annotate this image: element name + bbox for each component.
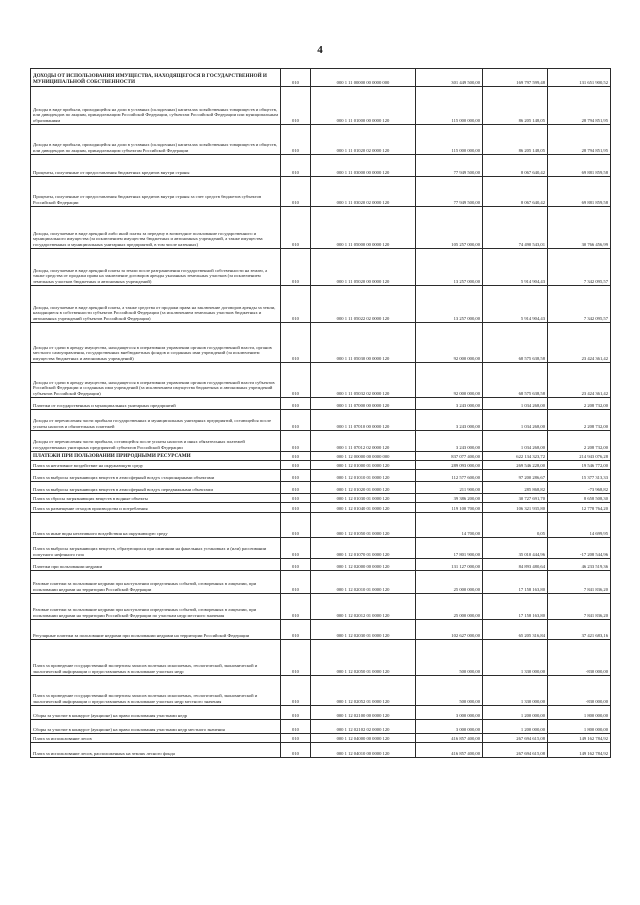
row-name: Доходы в виде прибыли, приходящейся на доли в уставных (складочных) капиталах хозяйственных товариществ и обществ, или дивидендов по акциям, принадлежащим субъектам Российской Федерации xyxy=(31,125,281,155)
table-row xyxy=(31,249,611,286)
row-name: Плата за выбросы загрязняющих веществ, образующихся при сжигании на факельных установках и (или) рассеивании попутного нефтяного газа xyxy=(31,538,281,559)
row-budget-code: 000 1 11 07010 00 0000 120 xyxy=(311,410,416,431)
row-name: Доходы от сдачи в аренду имущества, находящегося в оперативном управлении органов государственной власти субъектов Российской Федерации и созданных ими учреждений (за исключением имущества бюджетных и автономных учреждений субъектов Российской Федерации) xyxy=(31,363,281,398)
row-line-code: 010 xyxy=(281,482,311,494)
table-row xyxy=(31,398,611,410)
row-unexecuted-amount: 131 651 900,52 xyxy=(548,69,611,87)
row-unexecuted-amount: 2 208 732,00 xyxy=(548,431,611,452)
row-unexecuted-amount: 28 794 851,95 xyxy=(548,125,611,155)
row-name: Плата за выбросы загрязняющих веществ в атмосферный воздух передвижными объектами xyxy=(31,482,281,494)
row-executed-amount: 1 034 268,00 xyxy=(483,431,548,452)
table-row xyxy=(31,452,611,461)
row-approved-amount: 301 449 500,00 xyxy=(416,69,483,87)
row-budget-code: 000 1 11 05000 00 0000 120 xyxy=(311,207,416,249)
row-approved-amount: 14 700,00 xyxy=(416,513,483,538)
row-line-code: 010 xyxy=(281,743,311,758)
table-row xyxy=(31,207,611,249)
row-unexecuted-amount: 214 943 076,28 xyxy=(548,452,611,461)
row-approved-amount: 102 627 000,00 xyxy=(416,620,483,640)
row-budget-code: 000 1 11 07012 02 0000 120 xyxy=(311,431,416,452)
row-line-code: 010 xyxy=(281,410,311,431)
row-line-code: 010 xyxy=(281,470,311,482)
row-executed-amount: 17 158 163,80 xyxy=(483,594,548,620)
row-budget-code: 000 1 11 01000 00 0000 120 xyxy=(311,87,416,125)
row-name: Плата за использование лесов, расположенных на землях лесного фонда xyxy=(31,743,281,758)
row-approved-amount: 211 900,00 xyxy=(416,482,483,494)
table-row xyxy=(31,571,611,594)
row-name: Плата за негативное воздействие на окружающую среду xyxy=(31,461,281,470)
row-budget-code: 000 1 12 02012 01 0000 120 xyxy=(311,594,416,620)
row-executed-amount: 84 893 480,64 xyxy=(483,559,548,571)
row-line-code: 010 xyxy=(281,323,311,363)
row-unexecuted-amount: 69 881 859,58 xyxy=(548,155,611,177)
row-executed-amount: 68 575 638,58 xyxy=(483,363,548,398)
row-unexecuted-amount: 7 342 095,57 xyxy=(548,249,611,286)
table-row xyxy=(31,503,611,513)
row-approved-amount: 837 077 400,00 xyxy=(416,452,483,461)
row-unexecuted-amount: -17 208 544,96 xyxy=(548,538,611,559)
row-approved-amount: 416 857 400,00 xyxy=(416,743,483,758)
row-unexecuted-amount: 15 377 313,33 xyxy=(548,470,611,482)
row-budget-code: 000 1 12 02102 02 0000 120 xyxy=(311,720,416,734)
row-executed-amount: 5 914 904,43 xyxy=(483,249,548,286)
table-row xyxy=(31,676,611,706)
row-executed-amount: 267 694 615,08 xyxy=(483,743,548,758)
row-approved-amount: 13 257 000,00 xyxy=(416,249,483,286)
row-line-code: 010 xyxy=(281,513,311,538)
row-budget-code: 000 1 11 05020 00 0000 120 xyxy=(311,249,416,286)
row-executed-amount: 30 727 691,70 xyxy=(483,494,548,503)
row-approved-amount: 3 000 000,00 xyxy=(416,706,483,720)
row-line-code: 010 xyxy=(281,640,311,676)
row-budget-code: 000 1 11 03000 00 0000 120 xyxy=(311,155,416,177)
table-row xyxy=(31,431,611,452)
row-budget-code: 000 1 12 02100 00 0000 120 xyxy=(311,706,416,720)
row-line-code: 010 xyxy=(281,452,311,461)
row-budget-code: 000 1 11 03020 02 0000 120 xyxy=(311,177,416,207)
row-approved-amount: 13 257 000,00 xyxy=(416,286,483,323)
row-name: Разовые платежи за пользование недрами при наступлении определенных событий, оговоренных в лицензии, при пользовании недрами на территории Российской Федерации xyxy=(31,571,281,594)
row-approved-amount: 77 949 500,00 xyxy=(416,177,483,207)
row-approved-amount: 25 000 000,00 xyxy=(416,571,483,594)
row-unexecuted-amount: 2 208 732,00 xyxy=(548,410,611,431)
row-name: Проценты, полученные от предоставления бюджетных кредитов внутри страны xyxy=(31,155,281,177)
row-unexecuted-amount: 28 794 851,95 xyxy=(548,87,611,125)
row-unexecuted-amount: -830 000,00 xyxy=(548,640,611,676)
row-line-code: 010 xyxy=(281,363,311,398)
row-unexecuted-amount: 23 424 361,42 xyxy=(548,323,611,363)
row-line-code: 010 xyxy=(281,494,311,503)
row-executed-amount: 0,05 xyxy=(483,513,548,538)
row-budget-code: 000 1 12 01030 01 0000 120 xyxy=(311,494,416,503)
row-line-code: 010 xyxy=(281,177,311,207)
row-executed-amount: 8 067 640,42 xyxy=(483,155,548,177)
row-executed-amount: 65 205 316,84 xyxy=(483,620,548,640)
revenue-table xyxy=(30,68,611,758)
row-line-code: 010 xyxy=(281,431,311,452)
row-name: Доходы, получаемые в виде арендной платы, а также средства от продажи права на заключение договоров аренды за земли, находящиеся в собственности субъектов Российской Федерации (за исключением земельных участков бюджетных и автономных учреждений субъектов Российской Федерации) xyxy=(31,286,281,323)
table-row xyxy=(31,482,611,494)
row-line-code: 010 xyxy=(281,676,311,706)
row-name: Доходы от перечисления части прибыли, остающейся после уплаты налогов и иных обязательных платежей государственных унитарных предприятий субъектов Российской Федерации xyxy=(31,431,281,452)
row-executed-amount: 86 205 148,05 xyxy=(483,125,548,155)
row-executed-amount: 269 546 228,00 xyxy=(483,461,548,470)
row-name: Плата за проведение государственной экспертизы запасов полезных ископаемых, геологической, экономической и экологической информации о предоставляемых в пользование участках недр местного значения xyxy=(31,676,281,706)
row-unexecuted-amount: 1 800 000,00 xyxy=(548,706,611,720)
row-line-code: 010 xyxy=(281,87,311,125)
row-executed-amount: 17 158 163,80 xyxy=(483,571,548,594)
row-line-code: 010 xyxy=(281,734,311,743)
table-row xyxy=(31,720,611,734)
table-row xyxy=(31,640,611,676)
row-name: Платежи при пользовании недрами xyxy=(31,559,281,571)
row-unexecuted-amount: 8 658 508,30 xyxy=(548,494,611,503)
row-budget-code: 000 1 11 00000 00 0000 000 xyxy=(311,69,416,87)
row-executed-amount: 1 034 268,00 xyxy=(483,398,548,410)
table-row xyxy=(31,470,611,482)
row-line-code: 010 xyxy=(281,398,311,410)
row-budget-code: 000 1 12 01000 01 0000 120 xyxy=(311,461,416,470)
table-row xyxy=(31,538,611,559)
row-line-code: 010 xyxy=(281,620,311,640)
row-unexecuted-amount: 12 778 764,20 xyxy=(548,503,611,513)
row-executed-amount: 5 914 904,43 xyxy=(483,286,548,323)
row-line-code: 010 xyxy=(281,207,311,249)
row-line-code: 010 xyxy=(281,69,311,87)
row-approved-amount: 3 000 000,00 xyxy=(416,720,483,734)
table-row xyxy=(31,410,611,431)
row-unexecuted-amount: 69 881 859,58 xyxy=(548,177,611,207)
row-executed-amount: 1 330 000,00 xyxy=(483,676,548,706)
row-approved-amount: 115 000 000,00 xyxy=(416,125,483,155)
row-executed-amount: 622 134 323,72 xyxy=(483,452,548,461)
row-unexecuted-amount: 46 233 519,36 xyxy=(548,559,611,571)
row-approved-amount: 17 801 900,00 xyxy=(416,538,483,559)
row-name: Доходы от перечисления части прибыли государственных и муниципальных унитарных предприятий, остающейся после уплаты налогов и обязательных платежей xyxy=(31,410,281,431)
row-budget-code: 000 1 12 01010 01 0000 120 xyxy=(311,470,416,482)
row-executed-amount: 1 200 000,00 xyxy=(483,706,548,720)
row-line-code: 010 xyxy=(281,461,311,470)
row-unexecuted-amount: 14 699,95 xyxy=(548,513,611,538)
row-approved-amount: 92 000 000,00 xyxy=(416,323,483,363)
row-name: Сборы за участие в конкурсе (аукционе) на право пользования участками недр местного значения xyxy=(31,720,281,734)
row-executed-amount: 35 010 444,96 xyxy=(483,538,548,559)
row-name: Плата за сбросы загрязняющих веществ в водные объекты xyxy=(31,494,281,503)
row-line-code: 010 xyxy=(281,249,311,286)
table-row xyxy=(31,620,611,640)
row-executed-amount: 68 575 638,58 xyxy=(483,323,548,363)
table-row xyxy=(31,494,611,503)
page-number: 4 xyxy=(317,44,323,56)
row-approved-amount: 3 243 000,00 xyxy=(416,410,483,431)
row-line-code: 010 xyxy=(281,571,311,594)
row-name: Доходы в виде прибыли, приходящейся на доли в уставных (складочных) капиталах хозяйственных товариществ и обществ, или дивидендов по акциям, принадлежащим Российской Федерации, субъектам Российской Федерации или муниципальным образованиям xyxy=(31,87,281,125)
row-name: Доходы, получаемые в виде арендной либо иной платы за передачу в возмездное пользование государственного и муниципального имущества (за исключением имущества бюджетных и автономных учреждений, а также имущества государственных и муниципальных унитарных предприятий, в том числе казенных) xyxy=(31,207,281,249)
row-name: Плата за проведение государственной экспертизы запасов полезных ископаемых, геологической, экономической и экологической информации о предоставляемых в пользование участках недр xyxy=(31,640,281,676)
row-approved-amount: 92 000 000,00 xyxy=(416,363,483,398)
row-unexecuted-amount: 30 766 456,99 xyxy=(548,207,611,249)
table-row xyxy=(31,743,611,758)
row-executed-amount: 169 797 599,48 xyxy=(483,69,548,87)
row-name: Разовые платежи за пользование недрами при наступлении определенных событий, оговоренных в лицензии, при пользовании недрами на территории Российской Федерации по участкам недр местного значения xyxy=(31,594,281,620)
row-budget-code: 000 1 12 02052 01 0000 120 xyxy=(311,676,416,706)
row-line-code: 010 xyxy=(281,559,311,571)
table-row xyxy=(31,363,611,398)
row-executed-amount: 106 321 935,80 xyxy=(483,503,548,513)
row-unexecuted-amount: 7 841 836,20 xyxy=(548,594,611,620)
row-budget-code: 000 1 11 05032 02 0000 120 xyxy=(311,363,416,398)
row-executed-amount: 1 200 000,00 xyxy=(483,720,548,734)
row-line-code: 010 xyxy=(281,594,311,620)
table-row xyxy=(31,594,611,620)
row-executed-amount: 285 868,82 xyxy=(483,482,548,494)
table-row xyxy=(31,125,611,155)
row-executed-amount: 267 694 615,08 xyxy=(483,734,548,743)
row-approved-amount: 119 100 700,00 xyxy=(416,503,483,513)
row-budget-code: 000 1 11 05030 00 0000 120 xyxy=(311,323,416,363)
row-executed-amount: 97 200 286,67 xyxy=(483,470,548,482)
row-name: ПЛАТЕЖИ ПРИ ПОЛЬЗОВАНИИ ПРИРОДНЫМИ РЕСУРСАМИ xyxy=(31,452,281,461)
row-budget-code: 000 1 12 02000 00 0000 120 xyxy=(311,559,416,571)
row-unexecuted-amount: 149 162 784,92 xyxy=(548,734,611,743)
table-row xyxy=(31,461,611,470)
row-name: Доходы от сдачи в аренду имущества, находящегося в оперативном управлении органов государственной власти, органов местного самоуправления, государственных внебюджетных фондов и созданных ими учреждений (за исключением имущества бюджетных и автономных учреждений) xyxy=(31,323,281,363)
row-unexecuted-amount: 19 546 772,00 xyxy=(548,461,611,470)
table-row xyxy=(31,155,611,177)
row-unexecuted-amount: 37 421 683,16 xyxy=(548,620,611,640)
row-approved-amount: 77 949 500,00 xyxy=(416,155,483,177)
row-name: Плата за использование лесов xyxy=(31,734,281,743)
row-unexecuted-amount: -830 000,00 xyxy=(548,676,611,706)
table-row xyxy=(31,734,611,743)
table-row xyxy=(31,513,611,538)
row-approved-amount: 131 127 000,00 xyxy=(416,559,483,571)
row-budget-code: 000 1 12 04010 00 0000 120 xyxy=(311,743,416,758)
revenue-table-body xyxy=(31,69,611,758)
row-approved-amount: 416 857 400,00 xyxy=(416,734,483,743)
table-row xyxy=(31,177,611,207)
row-unexecuted-amount: 2 208 732,00 xyxy=(548,398,611,410)
row-executed-amount: 8 067 640,42 xyxy=(483,177,548,207)
row-approved-amount: 115 000 000,00 xyxy=(416,87,483,125)
table-row xyxy=(31,87,611,125)
row-executed-amount: 74 490 543,01 xyxy=(483,207,548,249)
table-row xyxy=(31,69,611,87)
row-executed-amount: 1 330 000,00 xyxy=(483,640,548,676)
table-row xyxy=(31,323,611,363)
row-budget-code: 000 1 12 01050 01 0000 120 xyxy=(311,513,416,538)
row-line-code: 010 xyxy=(281,155,311,177)
row-approved-amount: 105 257 000,00 xyxy=(416,207,483,249)
table-row xyxy=(31,706,611,720)
row-line-code: 010 xyxy=(281,286,311,323)
row-name: Плата за выбросы загрязняющих веществ в атмосферный воздух стационарными объектами xyxy=(31,470,281,482)
row-unexecuted-amount: 149 162 784,92 xyxy=(548,743,611,758)
row-unexecuted-amount: 1 800 000,00 xyxy=(548,720,611,734)
row-name: ДОХОДЫ ОТ ИСПОЛЬЗОВАНИЯ ИМУЩЕСТВА, НАХОДЯЩЕГОСЯ В ГОСУДАРСТВЕННОЙ И МУНИЦИПАЛЬНОЙ СОБСТВЕННОСТИ xyxy=(31,69,281,87)
row-name: Плата за иные виды негативного воздействия на окружающую среду xyxy=(31,513,281,538)
row-name: Плата за размещение отходов производства и потребления xyxy=(31,503,281,513)
row-budget-code: 000 1 12 01070 01 0000 120 xyxy=(311,538,416,559)
row-budget-code: 000 1 11 01020 02 0000 120 xyxy=(311,125,416,155)
row-name: Проценты, полученные от предоставления бюджетных кредитов внутри страны за счет средств бюджетов субъектов Российской Федерации xyxy=(31,177,281,207)
row-name: Регулярные платежи за пользование недрами при пользовании недрами на территории Российской Федерации xyxy=(31,620,281,640)
row-budget-code: 000 1 12 02050 01 0000 120 xyxy=(311,640,416,676)
row-approved-amount: 25 000 000,00 xyxy=(416,594,483,620)
row-line-code: 010 xyxy=(281,706,311,720)
row-line-code: 010 xyxy=(281,125,311,155)
row-line-code: 010 xyxy=(281,720,311,734)
table-row xyxy=(31,559,611,571)
row-approved-amount: 289 093 000,00 xyxy=(416,461,483,470)
row-budget-code: 000 1 12 01020 01 0000 120 xyxy=(311,482,416,494)
row-budget-code: 000 1 12 04000 00 0000 120 xyxy=(311,734,416,743)
row-budget-code: 000 1 12 01040 01 0000 120 xyxy=(311,503,416,513)
row-budget-code: 000 1 12 02030 01 0000 120 xyxy=(311,620,416,640)
row-unexecuted-amount: 23 424 361,42 xyxy=(548,363,611,398)
row-line-code: 010 xyxy=(281,503,311,513)
row-budget-code: 000 1 11 05022 02 0000 120 xyxy=(311,286,416,323)
row-approved-amount: 3 243 000,00 xyxy=(416,431,483,452)
row-executed-amount: 86 205 148,05 xyxy=(483,87,548,125)
row-approved-amount: 500 000,00 xyxy=(416,676,483,706)
row-approved-amount: 39 386 200,00 xyxy=(416,494,483,503)
row-approved-amount: 500 000,00 xyxy=(416,640,483,676)
row-unexecuted-amount: 7 342 095,57 xyxy=(548,286,611,323)
row-line-code: 010 xyxy=(281,538,311,559)
row-executed-amount: 1 034 268,00 xyxy=(483,410,548,431)
row-approved-amount: 3 243 000,00 xyxy=(416,398,483,410)
row-name: Доходы, получаемые в виде арендной платы за земли после разграничения государственной собственности на землю, а также средства от продажи права на заключение договоров аренды указанных земельных участков (за исключением земельных участков бюджетных и автономных учреждений) xyxy=(31,249,281,286)
row-budget-code: 000 1 12 00000 00 0000 000 xyxy=(311,452,416,461)
row-budget-code: 000 1 12 02010 01 0000 120 xyxy=(311,571,416,594)
row-approved-amount: 112 577 600,00 xyxy=(416,470,483,482)
row-unexecuted-amount: 7 841 836,20 xyxy=(548,571,611,594)
row-name: Сборы за участие в конкурсе (аукционе) на право пользования участками недр xyxy=(31,706,281,720)
row-unexecuted-amount: -73 968,82 xyxy=(548,482,611,494)
table-row xyxy=(31,286,611,323)
row-name: Платежи от государственных и муниципальных унитарных предприятий xyxy=(31,398,281,410)
row-budget-code: 000 1 11 07000 00 0000 120 xyxy=(311,398,416,410)
